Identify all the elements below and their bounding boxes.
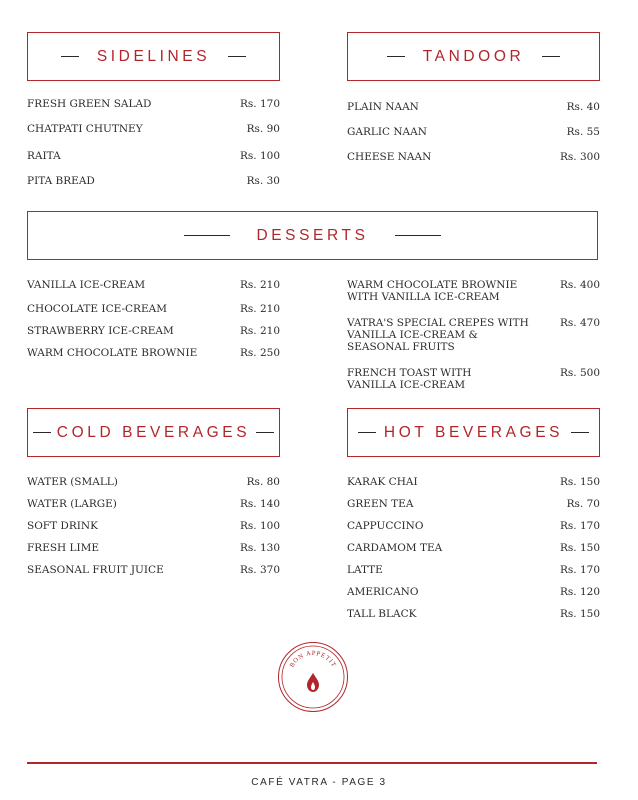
item-name: VATRA'S SPECIAL CREPES WITH VANILLA ICE-CREAM & SEASONAL FRUITS — [347, 317, 529, 353]
menu-item — [27, 175, 280, 187]
item-name: WATER (LARGE) — [27, 498, 117, 510]
menu-item — [27, 303, 280, 315]
menu-item — [347, 151, 600, 163]
tandoor-title: TANDOOR — [422, 47, 525, 65]
menu-item — [347, 101, 600, 113]
menu-item — [347, 126, 600, 138]
item-price: Rs. 70 — [566, 498, 600, 510]
item-price: Rs. 130 — [239, 542, 280, 554]
menu-item — [347, 542, 600, 554]
hot-beverages-title: HOT BEVERAGES — [383, 423, 564, 441]
item-price: Rs. 30 — [246, 175, 280, 187]
header-dash — [387, 56, 405, 58]
item-price: Rs. 40 — [566, 101, 600, 113]
hot-beverages-header — [347, 408, 600, 457]
tandoor-header — [347, 32, 600, 81]
item-price: Rs. 300 — [559, 151, 600, 163]
header-dash — [184, 235, 230, 237]
item-price: Rs. 100 — [239, 150, 280, 162]
item-price: Rs. 210 — [239, 325, 280, 337]
page-footer: CAFÉ VATRA - PAGE 3 — [251, 777, 387, 788]
flame-drop-icon — [307, 673, 319, 692]
header-dash — [256, 432, 274, 434]
item-price: Rs. 150 — [559, 476, 600, 488]
item-name: CHEESE NAAN — [347, 151, 432, 163]
desserts-title: DESSERTS — [256, 226, 369, 244]
item-name: GREEN TEA — [347, 498, 414, 510]
item-price: Rs. 370 — [239, 564, 280, 576]
seal-text: BON APPETIT — [288, 649, 338, 669]
footer-rule — [27, 762, 597, 764]
item-name: SOFT DRINK — [27, 520, 98, 532]
menu-item — [347, 498, 600, 510]
item-price: Rs. 150 — [559, 542, 600, 554]
menu-item — [347, 367, 600, 391]
menu-item — [347, 586, 600, 598]
sidelines-header — [27, 32, 280, 81]
item-price: Rs. 90 — [246, 123, 280, 135]
item-name: PITA BREAD — [27, 175, 95, 187]
item-name: CARDAMOM TEA — [347, 542, 443, 554]
item-name: FRESH GREEN SALAD — [27, 98, 152, 110]
menu-item — [27, 347, 280, 359]
header-dash — [542, 56, 560, 58]
cold-beverages-header — [27, 408, 280, 457]
item-price: Rs. 500 — [559, 367, 600, 379]
header-dash — [61, 56, 79, 58]
menu-item — [347, 279, 600, 303]
menu-item — [27, 520, 280, 532]
item-price: Rs. 80 — [246, 476, 280, 488]
header-dash — [33, 432, 51, 434]
item-name: WARM CHOCOLATE BROWNIE WITH VANILLA ICE-CREAM — [347, 279, 518, 303]
cold-beverages-list — [27, 476, 280, 576]
tandoor-list — [347, 101, 600, 163]
item-price: Rs. 55 — [566, 126, 600, 138]
item-price: Rs. 150 — [559, 608, 600, 620]
item-name: SEASONAL FRUIT JUICE — [27, 564, 164, 576]
item-price: Rs. 170 — [559, 520, 600, 532]
menu-item — [347, 317, 600, 353]
item-name: STRAWBERRY ICE-CREAM — [27, 325, 174, 337]
item-name: VANILLA ICE-CREAM — [27, 279, 146, 291]
desserts-header — [27, 211, 598, 260]
menu-item — [347, 608, 600, 620]
cold-beverages-title: COLD BEVERAGES — [56, 423, 251, 441]
item-name: CAPPUCCINO — [347, 520, 424, 532]
menu-item — [27, 123, 280, 135]
item-price: Rs. 400 — [559, 279, 600, 291]
menu-item — [347, 520, 600, 532]
item-name: LATTE — [347, 564, 383, 576]
item-price: Rs. 250 — [239, 347, 280, 359]
menu-item — [27, 542, 280, 554]
item-name: TALL BLACK — [347, 608, 417, 620]
item-price: Rs. 170 — [559, 564, 600, 576]
item-price: Rs. 210 — [239, 303, 280, 315]
item-name: GARLIC NAAN — [347, 126, 427, 138]
item-price: Rs. 100 — [239, 520, 280, 532]
desserts-right-list — [347, 279, 600, 391]
item-name: FRENCH TOAST WITH VANILLA ICE-CREAM — [347, 367, 472, 391]
sidelines-list — [27, 98, 280, 187]
item-price: Rs. 120 — [559, 586, 600, 598]
menu-item — [347, 476, 600, 488]
header-dash — [395, 235, 441, 237]
item-price: Rs. 210 — [239, 279, 280, 291]
item-price: Rs. 170 — [239, 98, 280, 110]
item-price: Rs. 470 — [559, 317, 600, 329]
svg-text:BON APPETIT — [289, 650, 338, 669]
hot-beverages-list — [347, 476, 600, 620]
item-name: WATER (SMALL) — [27, 476, 118, 488]
menu-item — [27, 325, 280, 337]
header-dash — [358, 432, 376, 434]
menu-item — [27, 98, 280, 110]
item-name: KARAK CHAI — [347, 476, 418, 488]
menu-item — [27, 279, 280, 291]
bon-appetit-seal — [277, 641, 349, 713]
item-name: CHOCOLATE ICE-CREAM — [27, 303, 167, 315]
menu-item — [347, 564, 600, 576]
sidelines-title: SIDELINES — [96, 47, 211, 65]
header-dash — [228, 56, 246, 58]
item-name: RAITA — [27, 150, 61, 162]
header-dash — [571, 432, 589, 434]
item-name: AMERICANO — [347, 586, 419, 598]
menu-item — [27, 498, 280, 510]
menu-item — [27, 564, 280, 576]
item-name: WARM CHOCOLATE BROWNIE — [27, 347, 198, 359]
desserts-left-list — [27, 279, 280, 359]
menu-item — [27, 150, 280, 162]
item-price: Rs. 140 — [239, 498, 280, 510]
item-name: CHATPATI CHUTNEY — [27, 123, 143, 135]
item-name: PLAIN NAAN — [347, 101, 419, 113]
item-name: FRESH LIME — [27, 542, 100, 554]
menu-item — [27, 476, 280, 488]
